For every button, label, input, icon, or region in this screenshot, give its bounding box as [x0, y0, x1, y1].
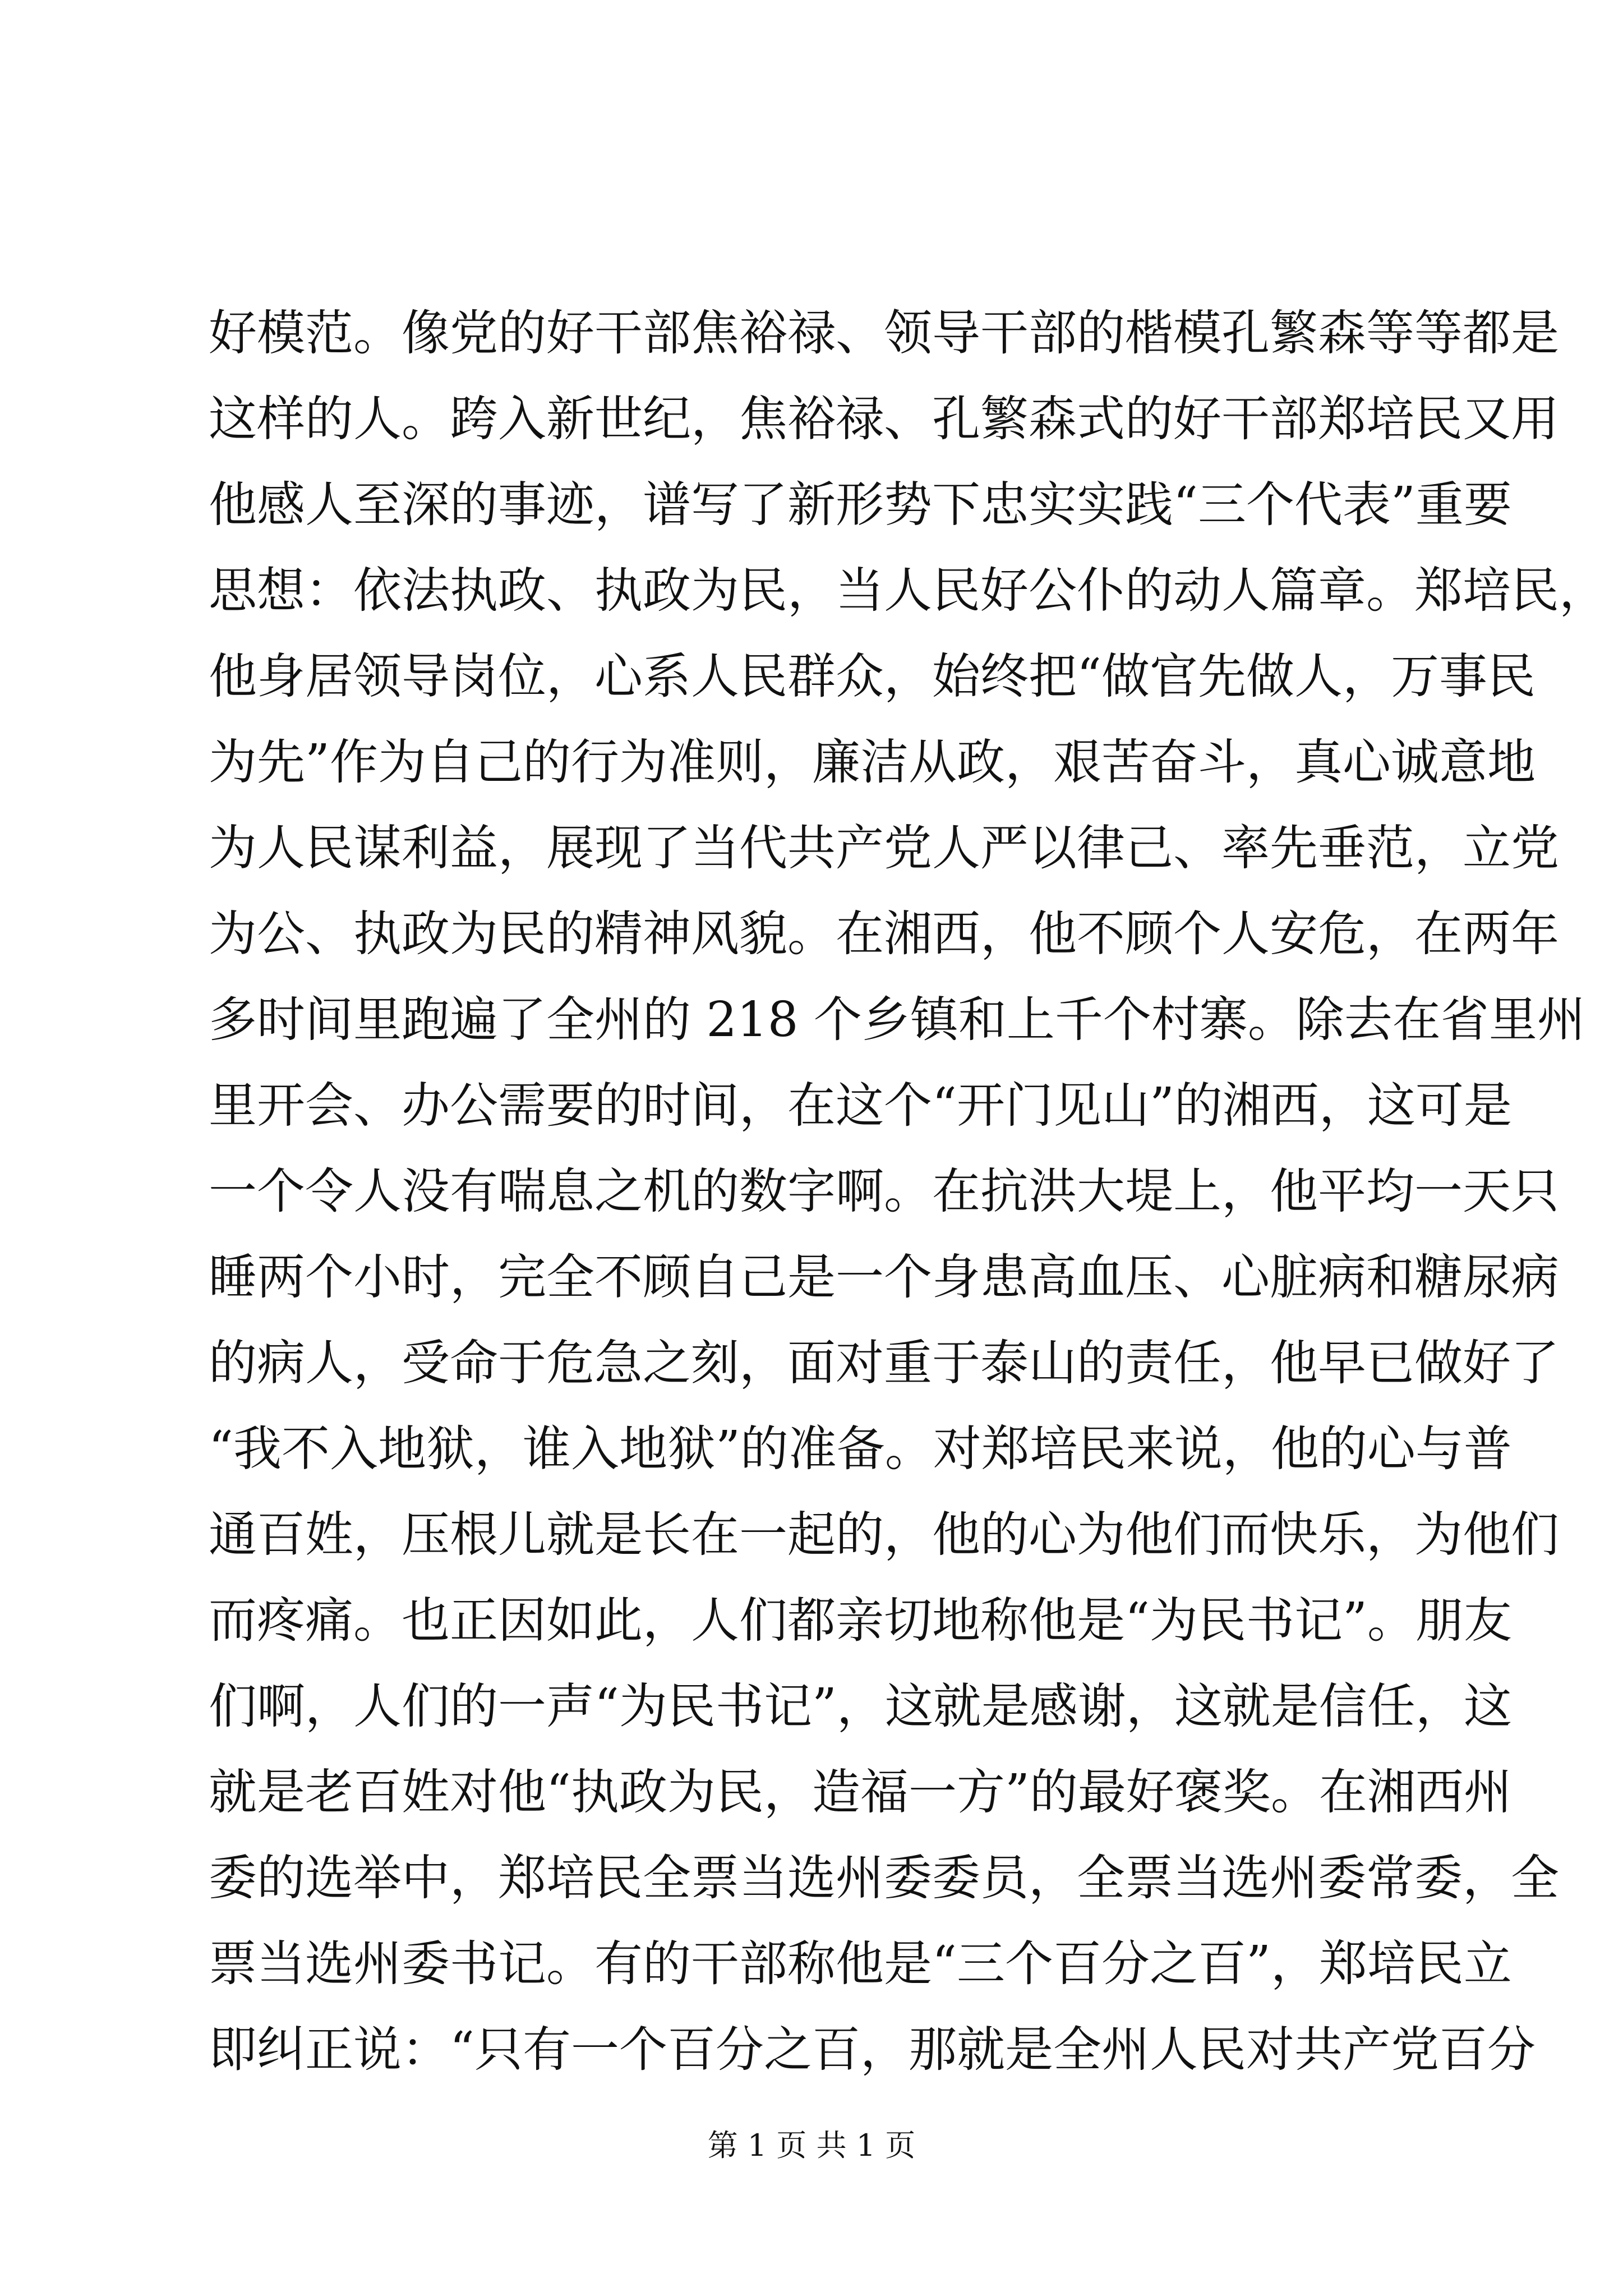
page-footer: 第 1 页 共 1 页: [707, 2128, 916, 2163]
text-line: 一个令人没有喘息之机的数字啊。在抗洪大堤上，他平均一天只: [209, 1163, 1559, 1220]
text-line: 通百姓，压根儿就是长在一起的，他的心为他们而快乐，为他们: [209, 1507, 1559, 1563]
text-line: 里开会、办公需要的时间，在这个“开门见山”的湘西，这可是: [209, 1078, 1512, 1134]
text-line: 们啊，人们的一声“为民书记”，这就是感谢，这就是信任，这: [209, 1678, 1512, 1734]
text-line: 票当选州委书记。有的干部称他是“三个百分之百”，郑培民立: [209, 1936, 1512, 1992]
text-line: 委的选举中，郑培民全票当选州委委员，全票当选州委常委，全: [209, 1850, 1559, 1906]
text-line: 为人民谋利益，展现了当代共产党人严以律己、率先垂范，立党: [209, 820, 1559, 876]
text-line: 好模范。像党的好干部焦裕禄、领导干部的楷模孔繁森等等都是: [209, 305, 1559, 361]
text-line: 思想：依法执政、执政为民，当人民好公仆的动人篇章。郑培民，: [209, 563, 1607, 619]
text-line: 他身居领导岗位，心系人民群众，始终把“做官先做人，万事民: [209, 648, 1536, 705]
text-line: 的病人，受命于危急之刻，面对重于泰山的责任，他早已做好了: [209, 1335, 1559, 1391]
text-line: 这样的人。跨入新世纪，焦裕禄、孔繁森式的好干部郑培民又用: [209, 391, 1559, 447]
text-line: “我不入地狱，谁入地狱”的准备。对郑培民来说，他的心与普: [209, 1421, 1512, 1477]
text-line: 他感人至深的事迹，谱写了新形势下忠实实践“三个代表”重要: [209, 477, 1512, 533]
body-text: [209, 291, 1607, 2093]
text-line: 即纠正说：“只有一个百分之百，那就是全州人民对共产党百分: [209, 2022, 1536, 2078]
text-line: 为先”作为自己的行为准则，廉洁从政，艰苦奋斗，真心诚意地: [209, 734, 1536, 790]
text-line: 而疼痛。也正因如此，人们都亲切地称他是“为民书记”。朋友: [209, 1593, 1512, 1649]
text-line: 就是老百姓对他“执政为民，造福一方”的最好褒奖。在湘西州: [209, 1764, 1512, 1820]
text-line: 睡两个小时，完全不顾自己是一个身患高血压、心脏病和糖尿病: [209, 1249, 1559, 1305]
text-line: 多时间里跑遍了全州的 218 个乡镇和上千个村寨。除去在省里州: [209, 992, 1585, 1048]
text-line: 为公、执政为民的精神风貌。在湘西，他不顾个人安危，在两年: [209, 906, 1559, 962]
